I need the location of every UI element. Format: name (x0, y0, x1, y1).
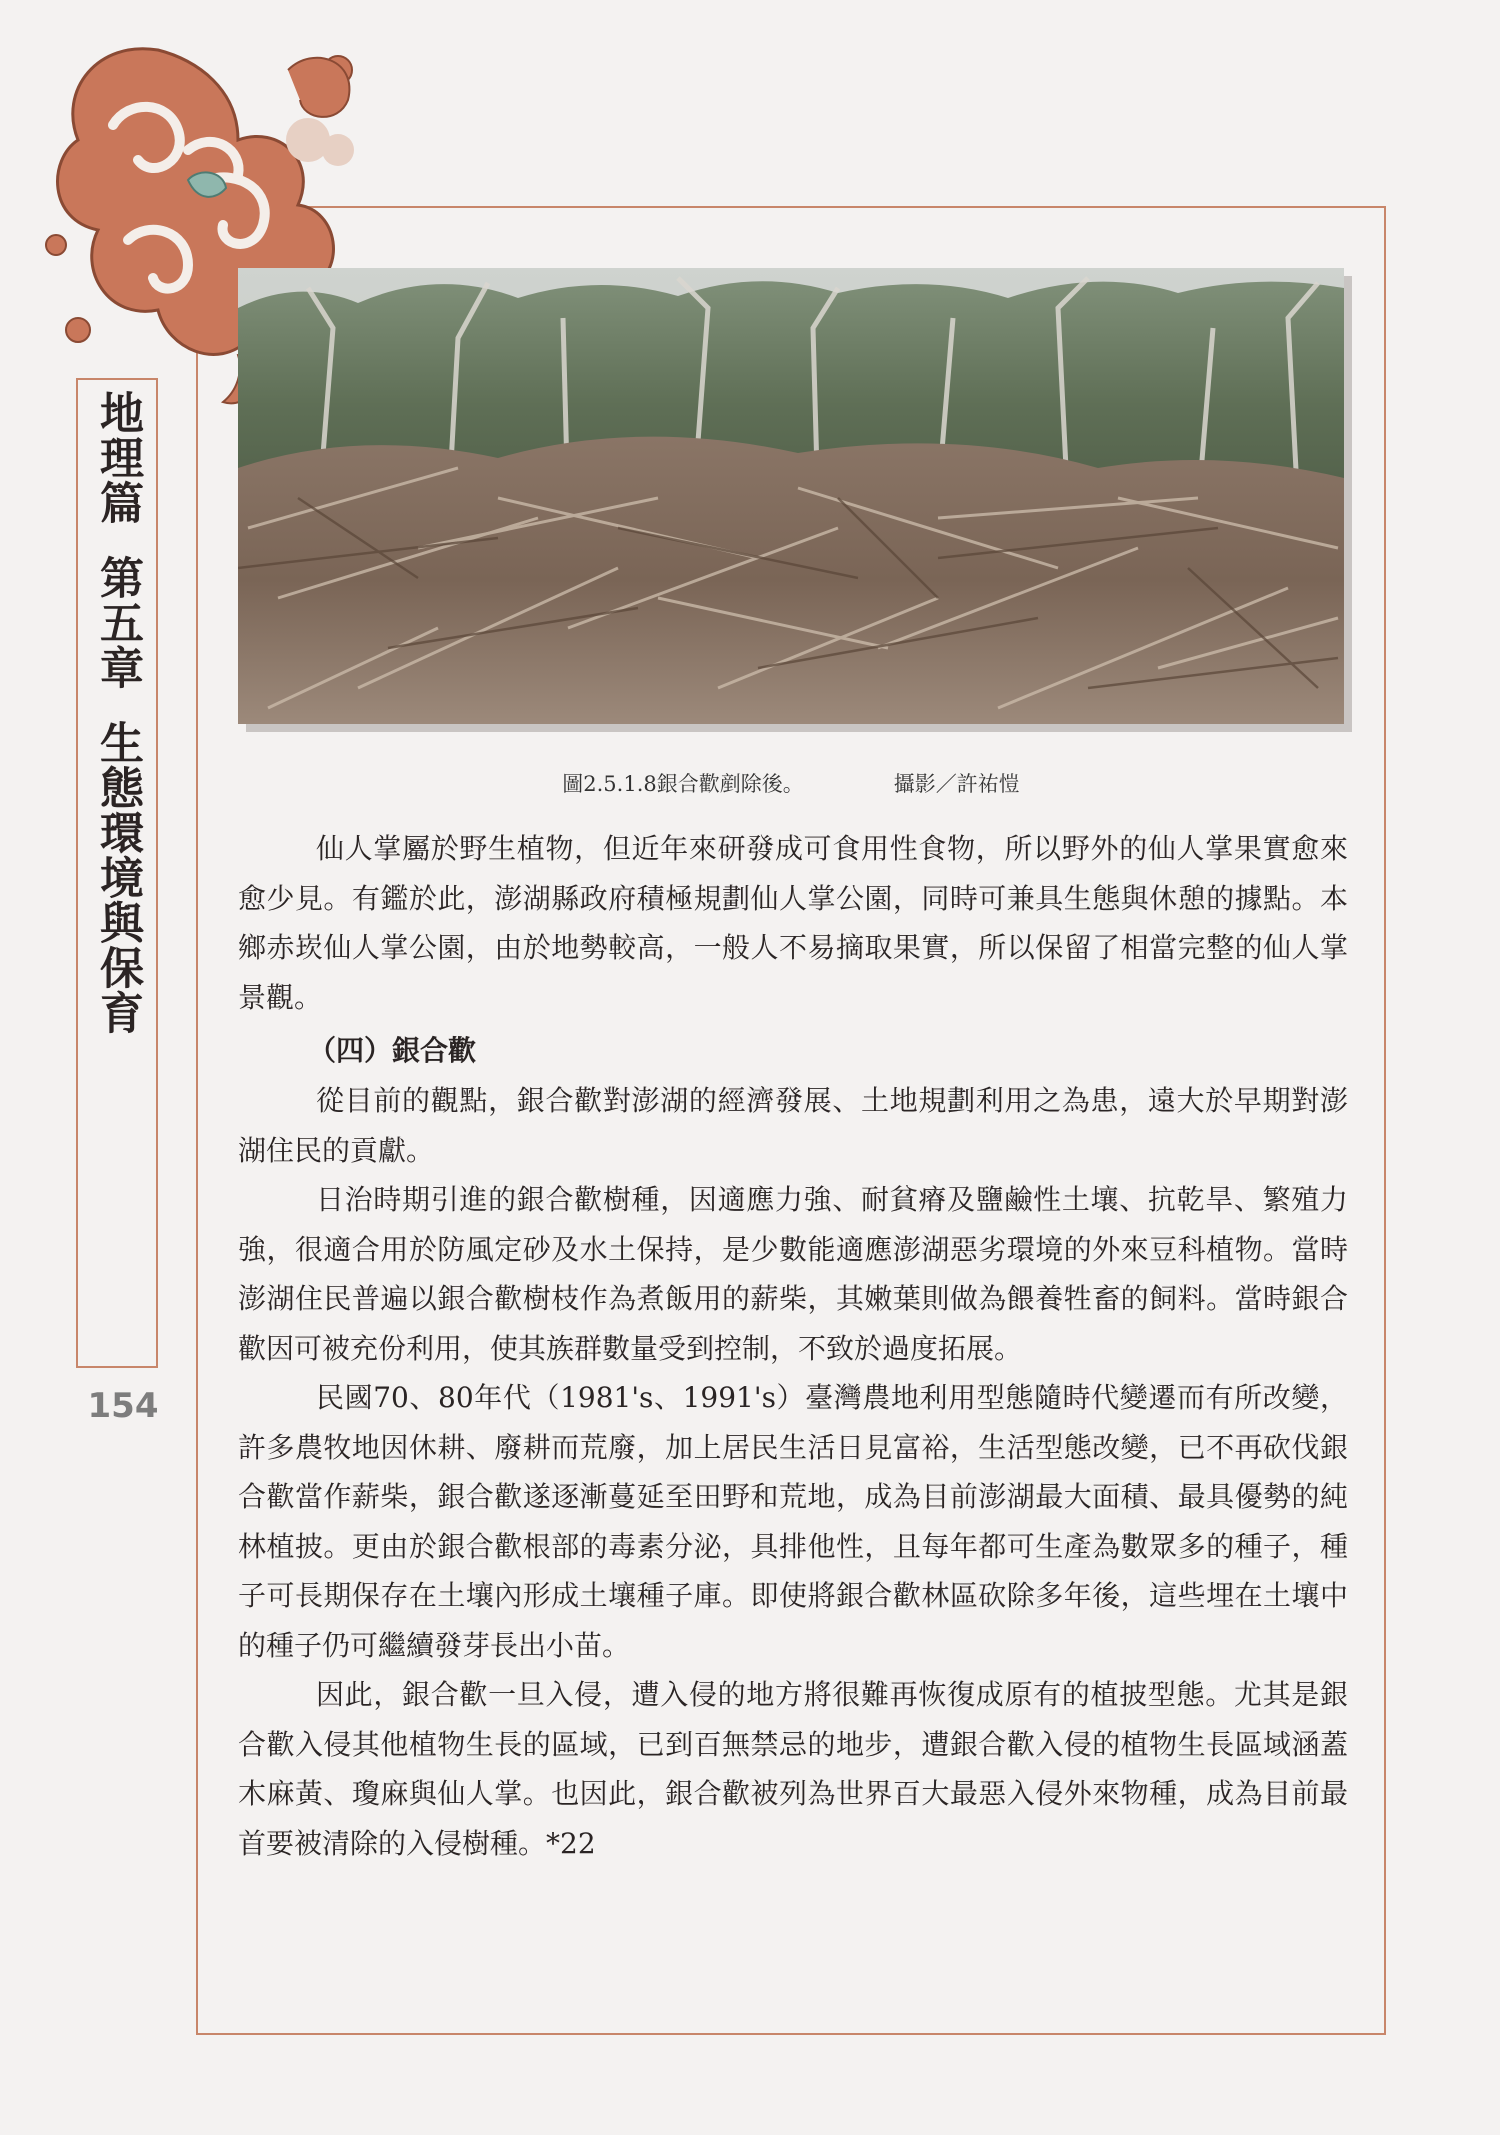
article-body (238, 824, 1348, 1868)
paragraph-viewpoint: 從目前的觀點，銀合歡對澎湖的經濟發展、土地規劃利用之為患，遠大於早期對澎湖住民的貢獻。 (238, 1084, 1348, 1167)
section-label: 生態環境與保育 (92, 720, 143, 1035)
figure-photo (238, 268, 1344, 724)
section-heading: （四）銀合歡 (308, 1034, 477, 1067)
part-label: 地理篇 (92, 390, 143, 525)
chapter-side-title (86, 390, 148, 1035)
paragraph-invasive: 因此，銀合歡一旦入侵，遭入侵的地方將很難再恢復成原有的植披型態。尤其是銀合歡入侵其他植物生長的區域，已到百無禁忌的地步，遭銀合歡入侵的植物生長區域涵蓋木麻黃、瓊麻與仙人掌。也因此，銀合歡被列為世界百大最惡入侵外來物種，成為目前最首要被清除的入侵樹種。*22 (238, 1678, 1348, 1860)
figure-caption (238, 768, 1344, 798)
page-number: 154 (87, 1386, 159, 1426)
caption-text: 圖2.5.1.8銀合歡剷除後。 (562, 772, 804, 796)
paragraph-japanese-era: 日治時期引進的銀合歡樹種，因適應力強、耐貧瘠及鹽鹼性土壤、抗乾旱、繁殖力強，很適合用於防風定砂及水土保持，是少數能適應澎湖惡劣環境的外來豆科植物。當時澎湖住民普遍以銀合歡樹枝作為煮飯用的薪柴，其嫩葉則做為餵養牲畜的飼料。當時銀合歡因可被充份利用，使其族群數量受到控制，不致於過度拓展。 (238, 1183, 1348, 1365)
paragraph-1980s: 民國70、80年代（1981's、1991's）臺灣農地利用型態隨時代變遷而有所改變，許多農牧地因休耕、廢耕而荒廢，加上居民生活日見富裕，生活型態改變，已不再砍伐銀合歡當作薪柴，銀合歡遂逐漸蔓延至田野和荒地，成為目前澎湖最大面積、最具優勢的純林植披。更由於銀合歡根部的毒素分泌，具排他性，且每年都可生產為數眾多的種子，種子可長期保存在土壤內形成土壤種子庫。即使將銀合歡林區砍除多年後，這些埋在土壤中的種子仍可繼續發芽長出小苗。 (238, 1381, 1348, 1662)
paragraph-cactus: 仙人掌屬於野生植物，但近年來研發成可食用性食物，所以野外的仙人掌果實愈來愈少見。有鑑於此，澎湖縣政府積極規劃仙人掌公園，同時可兼具生態與休憩的據點。本鄉赤崁仙人掌公園，由於地勢較高，一般人不易摘取果實，所以保留了相當完整的仙人掌景觀。 (238, 832, 1348, 1014)
brush-pile-photo (238, 268, 1344, 724)
photo-credit: 攝影／許祐愷 (893, 772, 1020, 796)
chapter-label: 第五章 (92, 555, 143, 690)
